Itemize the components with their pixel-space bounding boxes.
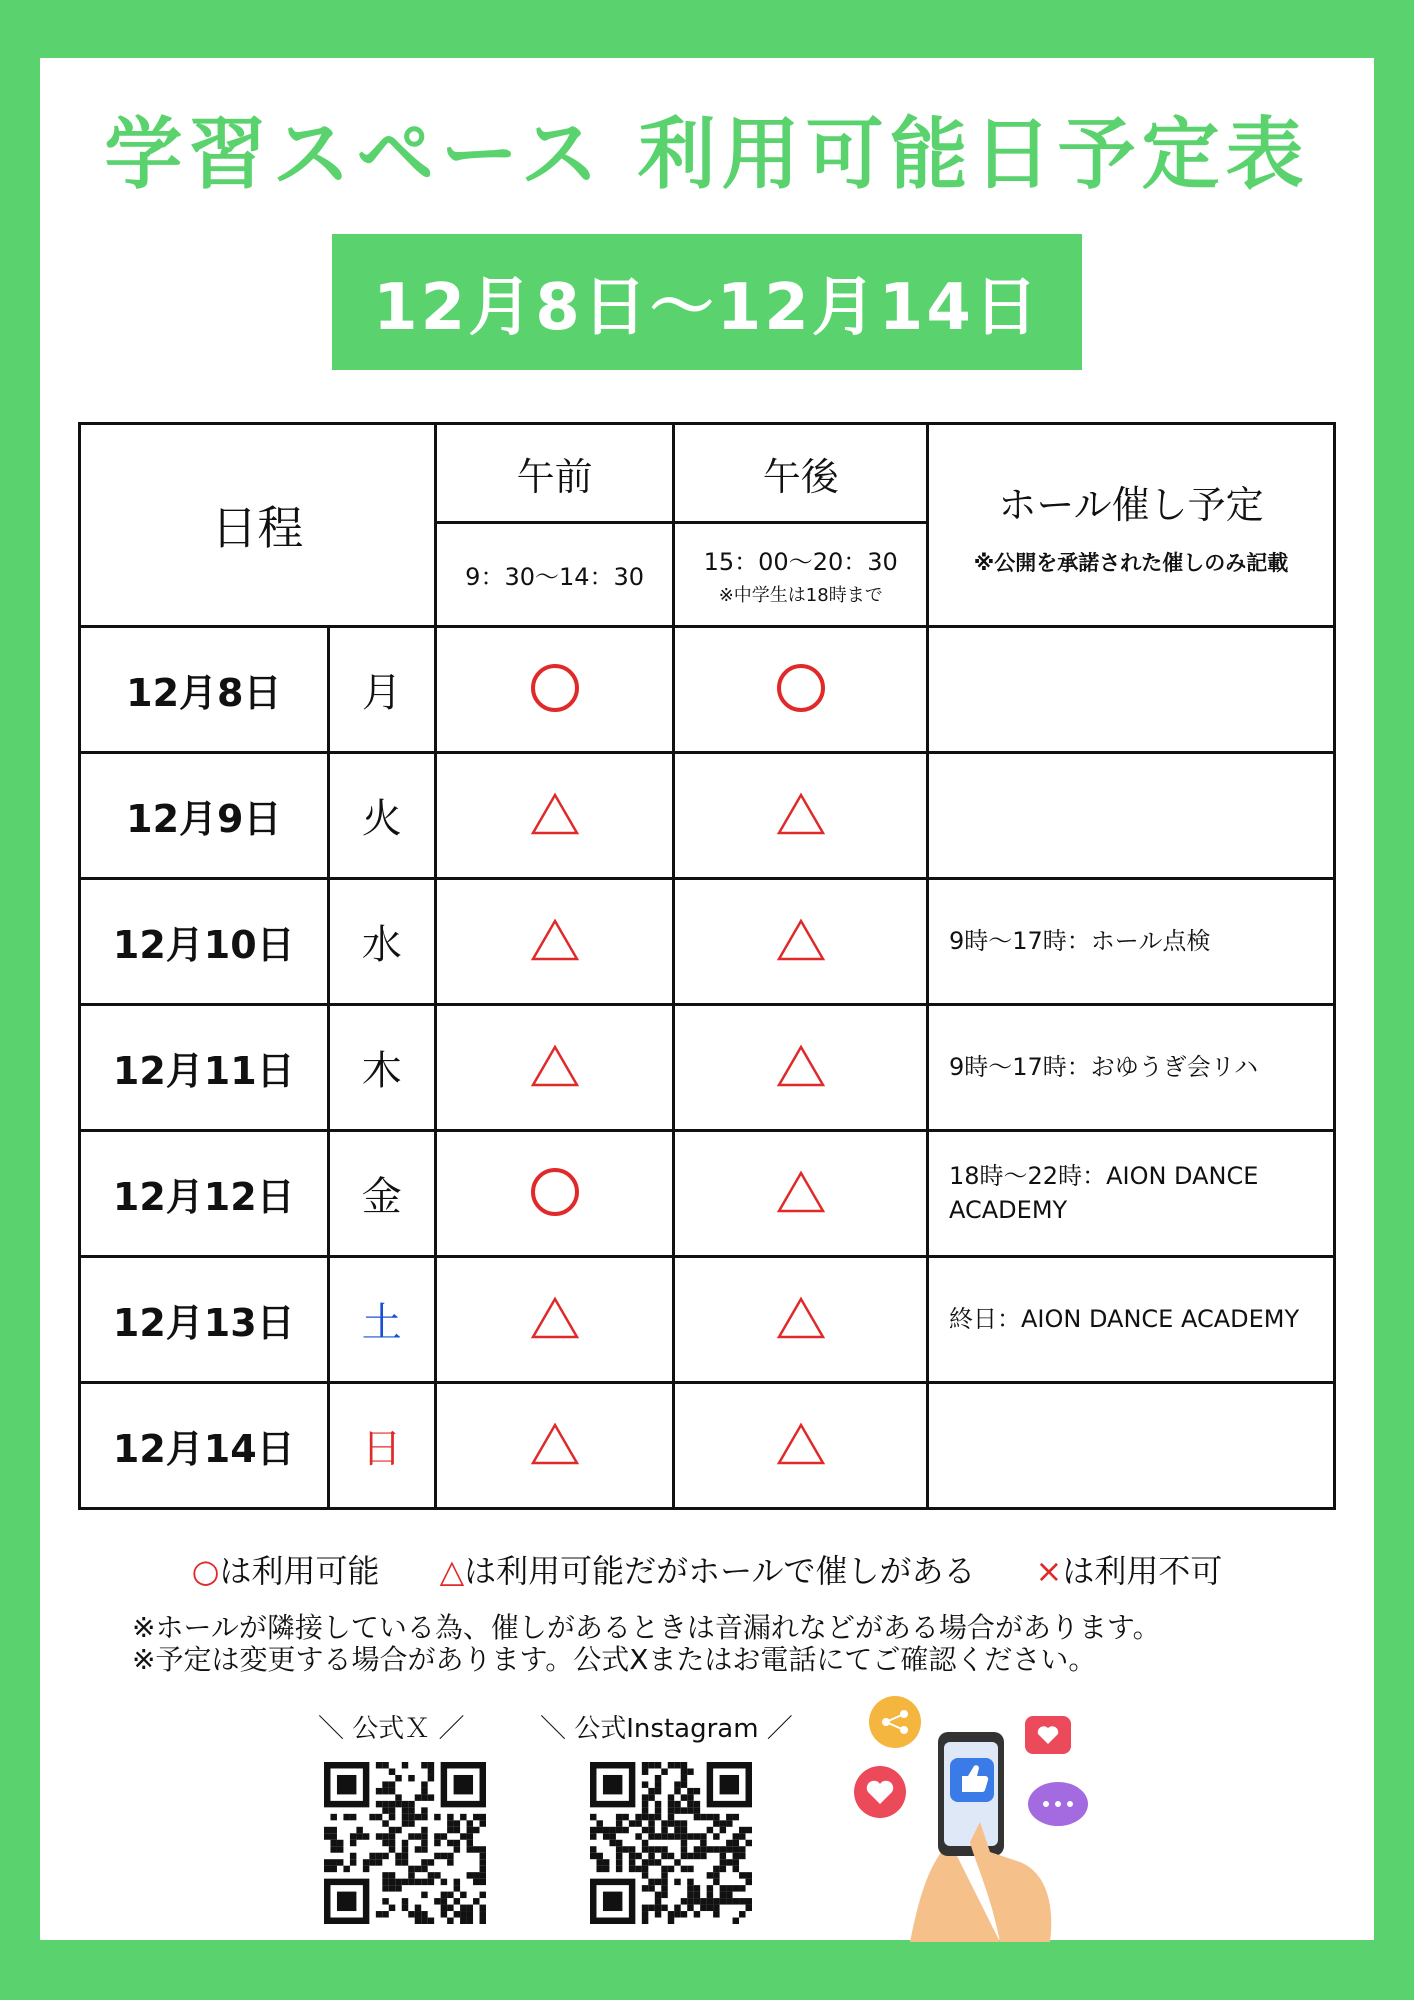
hall-event-cell [928, 753, 1335, 879]
date-cell: 12月13日 [80, 1257, 329, 1383]
date-cell: 12月10日 [80, 879, 329, 1005]
header-schedule: 日程 [80, 424, 436, 627]
legend-cross-symbol: × [1035, 1552, 1063, 1590]
partial-triangle-icon [776, 918, 826, 962]
table-row [80, 1005, 1335, 1131]
share-icon [869, 1696, 921, 1748]
page-title: 学習スペース 利用可能日予定表 [104, 110, 1310, 200]
date-cell: 12月12日 [80, 1131, 329, 1257]
legend [0, 1546, 1414, 1592]
date-cell: 12月9日 [80, 753, 329, 879]
header-hall-title: ホール催し予定 [998, 482, 1264, 527]
qr-code-instagram[interactable] [590, 1762, 752, 1924]
hall-event-cell: 9時〜17時：おゆうぎ会リハ [928, 1005, 1335, 1131]
table-row [80, 627, 1335, 753]
thumbs-up-icon [950, 1758, 994, 1802]
schedule-table [78, 422, 1336, 1510]
date-cell: 12月14日 [80, 1383, 329, 1509]
available-circle-icon [531, 1168, 579, 1216]
table-row [80, 1383, 1335, 1509]
header-am: 午前 [435, 424, 674, 523]
heart-icon [854, 1766, 906, 1818]
partial-triangle-icon [776, 1422, 826, 1466]
legend-available [192, 1546, 380, 1592]
notes [132, 1612, 1161, 1676]
pm-status-cell [674, 879, 928, 1005]
date-cell: 12月11日 [80, 1005, 329, 1131]
weekday-cell: 木 [328, 1005, 435, 1131]
weekday-cell: 水 [328, 879, 435, 1005]
pm-status-cell [674, 753, 928, 879]
header-am-time: 9：30〜14：30 [435, 523, 674, 627]
legend-triangle-text: は利用可能だがホールで催しがある [464, 1552, 976, 1590]
legend-circle-symbol: ○ [191, 1552, 220, 1590]
pm-status-cell [674, 627, 928, 753]
legend-unavailable [1036, 1546, 1223, 1592]
weekday-cell: 土 [328, 1257, 435, 1383]
partial-triangle-icon [530, 1422, 580, 1466]
weekday-cell: 月 [328, 627, 435, 753]
am-status-cell [435, 879, 674, 1005]
chat-bubble-icon [1028, 1782, 1088, 1826]
qr-x-label: ＼ 公式Ｘ ／ [318, 1714, 465, 1744]
table-row [80, 753, 1335, 879]
table-row [80, 1131, 1335, 1257]
header-pm: 午後 [674, 424, 928, 523]
legend-partial [440, 1546, 976, 1592]
heart-icon [1025, 1716, 1071, 1754]
qr-instagram-label: ＼ 公式Instagram ／ [540, 1714, 793, 1744]
partial-triangle-icon [530, 792, 580, 836]
partial-triangle-icon [530, 1296, 580, 1340]
partial-triangle-icon [776, 1296, 826, 1340]
date-range-banner: 12月8日〜12月14日 [332, 234, 1082, 370]
qr-code-x[interactable] [324, 1762, 486, 1924]
note-sound: ※ホールが隣接している為、催しがあるときは音漏れなどがある場合があります。 [132, 1611, 1161, 1644]
pm-status-cell [674, 1005, 928, 1131]
partial-triangle-icon [776, 792, 826, 836]
header-pm-time-cell [674, 523, 928, 627]
header-hall [928, 424, 1335, 627]
legend-cross-text: は利用不可 [1062, 1552, 1223, 1590]
hall-event-cell: 18時〜22時：AION DANCE ACADEMY [928, 1131, 1335, 1257]
note-changes: ※予定は変更する場合があります。公式Xまたはお電話にてご確認ください。 [132, 1643, 1097, 1676]
am-status-cell [435, 1005, 674, 1131]
header-pm-note: ※中学生は18時まで [718, 585, 883, 606]
legend-circle-text: は利用可能 [219, 1552, 380, 1590]
hall-event-cell: 9時〜17時：ホール点検 [928, 879, 1335, 1005]
available-circle-icon [777, 664, 825, 712]
pm-status-cell [674, 1383, 928, 1509]
am-status-cell [435, 1383, 674, 1509]
weekday-cell: 金 [328, 1131, 435, 1257]
weekday-cell: 火 [328, 753, 435, 879]
header-hall-note: ※公開を承諾された催しのみ記載 [973, 550, 1289, 575]
hall-event-cell [928, 1383, 1335, 1509]
pm-status-cell [674, 1131, 928, 1257]
weekday-cell: 日 [328, 1383, 435, 1509]
pm-status-cell [674, 1257, 928, 1383]
partial-triangle-icon [776, 1170, 826, 1214]
partial-triangle-icon [530, 1044, 580, 1088]
hall-event-cell [928, 627, 1335, 753]
date-cell: 12月8日 [80, 627, 329, 753]
table-row [80, 879, 1335, 1005]
phone-illustration [850, 1692, 1100, 1942]
partial-triangle-icon [530, 918, 580, 962]
table-row [80, 1257, 1335, 1383]
legend-triangle-symbol: △ [439, 1552, 465, 1590]
am-status-cell [435, 627, 674, 753]
available-circle-icon [531, 664, 579, 712]
am-status-cell [435, 1131, 674, 1257]
hall-event-cell: 終日：AION DANCE ACADEMY [928, 1257, 1335, 1383]
am-status-cell [435, 753, 674, 879]
partial-triangle-icon [776, 1044, 826, 1088]
header-pm-time: 15：00〜20：30 [703, 548, 898, 576]
am-status-cell [435, 1257, 674, 1383]
